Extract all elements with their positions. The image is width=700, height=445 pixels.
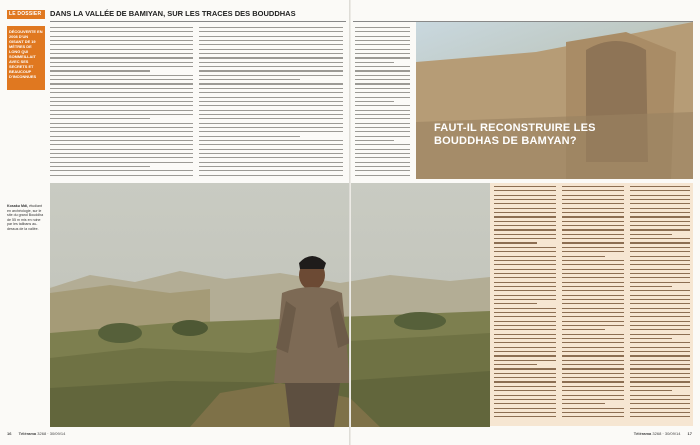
text-line <box>355 31 410 32</box>
text-line <box>630 282 690 283</box>
text-line <box>50 144 193 145</box>
text-line <box>355 75 410 76</box>
text-line <box>630 312 690 313</box>
text-line <box>494 408 556 409</box>
text-line <box>494 277 556 278</box>
text-line <box>494 242 537 243</box>
text-line <box>494 195 556 196</box>
text-line <box>562 408 624 409</box>
text-line <box>355 44 410 45</box>
text-line <box>494 273 556 274</box>
text-line <box>562 264 624 265</box>
text-line <box>355 49 410 50</box>
text-line <box>50 175 193 176</box>
text-line <box>630 334 690 335</box>
text-line <box>494 286 556 287</box>
text-line <box>630 399 690 400</box>
text-line <box>562 390 624 391</box>
text-line <box>199 153 343 154</box>
text-line <box>199 170 343 171</box>
text-line <box>562 282 624 283</box>
text-line <box>494 416 556 417</box>
text-line <box>199 79 300 80</box>
text-line <box>494 329 556 330</box>
text-line <box>494 238 556 239</box>
text-line <box>355 136 410 137</box>
text-line <box>355 127 410 128</box>
text-line <box>355 36 410 37</box>
main-photo <box>50 183 490 427</box>
text-line <box>630 303 690 304</box>
text-line <box>199 175 343 176</box>
text-line <box>199 88 343 89</box>
text-line <box>494 308 556 309</box>
text-line <box>199 62 343 63</box>
text-line <box>494 403 556 404</box>
text-line <box>562 303 624 304</box>
text-line <box>199 57 343 58</box>
text-line <box>199 140 343 141</box>
text-line <box>355 110 410 111</box>
text-line <box>562 225 624 226</box>
magazine-name-right: Télérama <box>633 431 652 436</box>
text-line <box>562 229 624 230</box>
text-line <box>562 216 624 217</box>
text-line <box>630 260 690 261</box>
text-line <box>630 355 690 356</box>
text-line <box>562 338 624 339</box>
text-line <box>199 118 343 119</box>
sidebar-column-2 <box>562 186 624 424</box>
text-line <box>562 312 624 313</box>
text-line <box>494 364 537 365</box>
caption-text: étudiant en archéologie, sur le site du grand Bouddha de 55 m mis en ruine par les talibans au-dessus de la vallée. <box>7 204 44 231</box>
text-line <box>494 312 556 313</box>
text-line <box>494 412 556 413</box>
text-line <box>630 221 690 222</box>
text-line <box>494 295 556 296</box>
text-line <box>630 216 690 217</box>
footer-left <box>7 431 65 436</box>
text-line <box>630 190 690 191</box>
text-line <box>562 416 624 417</box>
section-tag: LE DOSSIER <box>7 10 45 19</box>
text-line <box>355 101 394 102</box>
text-line <box>630 195 690 196</box>
text-line <box>199 162 343 163</box>
text-line <box>630 212 690 213</box>
text-line <box>199 53 343 54</box>
text-line <box>562 195 624 196</box>
text-line <box>494 373 556 374</box>
text-line <box>562 221 624 222</box>
text-line <box>562 190 624 191</box>
issue-left: 3268 · 30/09/14 <box>37 431 66 436</box>
text-line <box>50 49 193 50</box>
text-line <box>50 114 193 115</box>
text-line <box>199 149 343 150</box>
text-line <box>630 373 690 374</box>
text-line <box>630 360 690 361</box>
text-line <box>562 308 624 309</box>
text-line <box>562 403 605 404</box>
text-line <box>630 208 690 209</box>
text-line <box>355 170 410 171</box>
text-line <box>355 105 410 106</box>
text-line <box>50 105 193 106</box>
text-line <box>494 334 556 335</box>
header-rule <box>50 21 346 22</box>
text-line <box>199 92 343 93</box>
text-line <box>50 92 193 93</box>
text-line <box>199 105 343 106</box>
text-line <box>50 166 150 167</box>
text-line <box>494 247 556 248</box>
text-line <box>630 329 690 330</box>
text-line <box>494 316 556 317</box>
text-line <box>355 97 410 98</box>
text-line <box>630 325 690 326</box>
photo-caption <box>7 204 45 232</box>
text-line <box>630 351 690 352</box>
text-line <box>355 131 410 132</box>
text-line <box>355 114 410 115</box>
text-line <box>562 399 624 400</box>
text-line <box>355 162 410 163</box>
text-line <box>562 273 624 274</box>
text-line <box>50 110 193 111</box>
text-line <box>630 247 690 248</box>
text-line <box>494 216 556 217</box>
text-line <box>50 79 193 80</box>
text-line <box>50 123 193 124</box>
text-line <box>355 40 410 41</box>
text-line <box>50 157 193 158</box>
text-line <box>355 66 410 67</box>
text-line <box>199 110 343 111</box>
text-line <box>630 416 690 417</box>
text-line <box>494 225 556 226</box>
text-line <box>494 338 556 339</box>
text-line <box>562 360 624 361</box>
text-line <box>494 190 556 191</box>
text-line <box>494 368 556 369</box>
text-line <box>199 83 343 84</box>
text-line <box>562 203 624 204</box>
text-line <box>199 40 343 41</box>
text-line <box>562 251 624 252</box>
text-line <box>630 381 690 382</box>
text-line <box>199 97 343 98</box>
caption-name: Kosaku Mdi, <box>7 204 29 208</box>
text-line <box>630 364 690 365</box>
text-line <box>355 157 410 158</box>
text-line <box>494 386 556 387</box>
text-line <box>494 208 556 209</box>
text-line <box>494 229 556 230</box>
article-title: DANS LA VALLÉE DE BAMIYAN, SUR LES TRACES DES BOUDDHAS <box>50 9 296 18</box>
text-line <box>494 377 556 378</box>
text-line <box>630 256 690 257</box>
text-line <box>50 88 193 89</box>
text-line <box>562 299 624 300</box>
text-line <box>630 290 690 291</box>
text-line <box>562 290 624 291</box>
text-line <box>355 123 410 124</box>
text-line <box>50 66 193 67</box>
text-line <box>630 408 690 409</box>
text-line <box>630 338 672 339</box>
text-line <box>630 342 690 343</box>
text-line <box>562 242 624 243</box>
text-line <box>630 251 690 252</box>
text-line <box>199 127 343 128</box>
text-line <box>355 83 410 84</box>
text-line <box>562 377 624 378</box>
text-line <box>50 170 193 171</box>
sidebar-photo <box>416 22 693 179</box>
text-line <box>355 153 410 154</box>
text-line <box>630 412 690 413</box>
text-line <box>494 360 556 361</box>
text-line <box>562 277 624 278</box>
text-line <box>562 212 624 213</box>
text-line <box>50 44 193 45</box>
text-line <box>562 386 624 387</box>
text-line <box>562 260 624 261</box>
text-line <box>562 329 605 330</box>
text-line <box>630 403 690 404</box>
text-line <box>630 238 690 239</box>
text-line <box>355 53 410 54</box>
footer-right <box>634 431 692 436</box>
text-line <box>494 199 556 200</box>
sidebar-heading-block <box>434 122 604 147</box>
text-line <box>562 347 624 348</box>
text-line <box>630 225 690 226</box>
text-line <box>199 27 343 28</box>
text-line <box>199 114 343 115</box>
text-line <box>630 321 690 322</box>
text-line <box>494 351 556 352</box>
text-line <box>562 256 605 257</box>
text-line <box>630 368 690 369</box>
sidebar-title: FAUT-IL RECONSTRUIRE LES BOUDDHAS DE BAMYAN? <box>434 122 596 147</box>
text-line <box>630 347 690 348</box>
text-line <box>494 282 556 283</box>
text-column-2 <box>199 27 343 181</box>
text-line <box>562 234 624 235</box>
teaser-box: DÉCOUVERTE EN 2008 D'UN GISANT DE 19 MÈTRES DE LONG QUI SOMMEILLAIT AVEC SES SECRETS ET BEAUCOUP D'INCONNUES <box>7 26 45 90</box>
page-number-left: 16 <box>7 431 12 436</box>
text-line <box>50 140 193 141</box>
text-line <box>630 386 690 387</box>
text-line <box>199 144 343 145</box>
text-line <box>50 131 193 132</box>
text-line <box>50 70 150 71</box>
text-line <box>630 295 690 296</box>
text-column-3 <box>355 27 410 181</box>
text-line <box>630 277 690 278</box>
text-line <box>630 273 690 274</box>
text-line <box>199 131 343 132</box>
text-line <box>562 364 624 365</box>
text-line <box>50 97 193 98</box>
text-line <box>50 75 193 76</box>
text-line <box>494 234 556 235</box>
page-number-right: 17 <box>687 431 692 436</box>
text-line <box>199 44 343 45</box>
text-line <box>494 395 556 396</box>
text-line <box>50 83 193 84</box>
text-line <box>630 286 672 287</box>
text-line <box>494 381 556 382</box>
text-line <box>630 390 672 391</box>
text-line <box>562 316 624 317</box>
text-line <box>355 118 410 119</box>
text-line <box>50 136 193 137</box>
text-line <box>355 175 410 176</box>
text-line <box>50 31 193 32</box>
text-line <box>355 79 410 80</box>
text-line <box>562 247 624 248</box>
text-line <box>562 412 624 413</box>
text-line <box>199 101 343 102</box>
text-line <box>50 57 193 58</box>
text-line <box>50 153 193 154</box>
text-line <box>355 57 410 58</box>
text-line <box>355 149 410 150</box>
text-line <box>199 75 343 76</box>
text-line <box>562 342 624 343</box>
text-line <box>50 36 193 37</box>
text-line <box>494 203 556 204</box>
text-line <box>355 62 394 63</box>
text-line <box>50 127 193 128</box>
text-line <box>562 295 624 296</box>
text-line <box>562 321 624 322</box>
text-line <box>562 355 624 356</box>
text-line <box>50 149 193 150</box>
text-line <box>494 269 556 270</box>
text-line <box>494 221 556 222</box>
text-line <box>494 186 556 187</box>
text-line <box>562 395 624 396</box>
text-line <box>494 256 556 257</box>
text-line <box>199 36 343 37</box>
landscape-illustration <box>50 183 490 427</box>
text-line <box>355 27 410 28</box>
text-line <box>630 242 690 243</box>
text-line <box>50 162 193 163</box>
text-line <box>494 299 556 300</box>
text-line <box>630 316 690 317</box>
text-line <box>494 212 556 213</box>
page-gutter <box>349 0 351 445</box>
text-line <box>199 136 300 137</box>
text-line <box>562 199 624 200</box>
text-line <box>494 399 556 400</box>
text-line <box>355 166 410 167</box>
text-line <box>630 299 690 300</box>
text-line <box>494 303 537 304</box>
text-line <box>199 70 343 71</box>
text-line <box>50 53 193 54</box>
text-line <box>50 62 193 63</box>
text-line <box>355 140 394 141</box>
text-line <box>494 355 556 356</box>
text-line <box>562 238 624 239</box>
text-line <box>562 368 624 369</box>
text-line <box>630 377 690 378</box>
sidebar-column-1 <box>494 186 556 424</box>
text-line <box>630 186 690 187</box>
text-line <box>630 199 690 200</box>
text-line <box>50 118 150 119</box>
text-line <box>630 269 690 270</box>
text-line <box>562 269 624 270</box>
text-line <box>494 251 556 252</box>
issue-right: 3268 · 30/09/14 <box>652 431 681 436</box>
text-line <box>562 334 624 335</box>
sidebar-column-3 <box>630 186 690 424</box>
text-line <box>199 157 343 158</box>
text-line <box>199 123 343 124</box>
text-line <box>494 264 556 265</box>
text-line <box>355 144 410 145</box>
text-line <box>562 286 624 287</box>
text-line <box>562 381 624 382</box>
text-line <box>562 208 624 209</box>
text-line <box>355 70 410 71</box>
text-column-1 <box>50 27 193 181</box>
text-line <box>494 342 556 343</box>
text-line <box>630 395 690 396</box>
text-line <box>630 203 690 204</box>
text-line <box>199 66 343 67</box>
magazine-name-left: Télérama <box>18 431 37 436</box>
cliff-illustration <box>416 22 693 179</box>
text-line <box>199 166 343 167</box>
text-line <box>50 101 193 102</box>
text-line <box>494 290 556 291</box>
text-line <box>562 373 624 374</box>
text-line <box>355 92 410 93</box>
text-line <box>494 321 556 322</box>
text-line <box>494 390 556 391</box>
text-line <box>562 351 624 352</box>
text-line <box>199 49 343 50</box>
text-line <box>630 234 672 235</box>
text-line <box>494 347 556 348</box>
text-line <box>562 186 624 187</box>
text-line <box>199 31 343 32</box>
text-line <box>630 264 690 265</box>
text-line <box>50 40 193 41</box>
text-line <box>494 260 556 261</box>
text-line <box>494 325 556 326</box>
text-line <box>50 27 193 28</box>
text-line <box>355 88 410 89</box>
text-line <box>562 325 624 326</box>
text-line <box>630 229 690 230</box>
text-line <box>630 308 690 309</box>
